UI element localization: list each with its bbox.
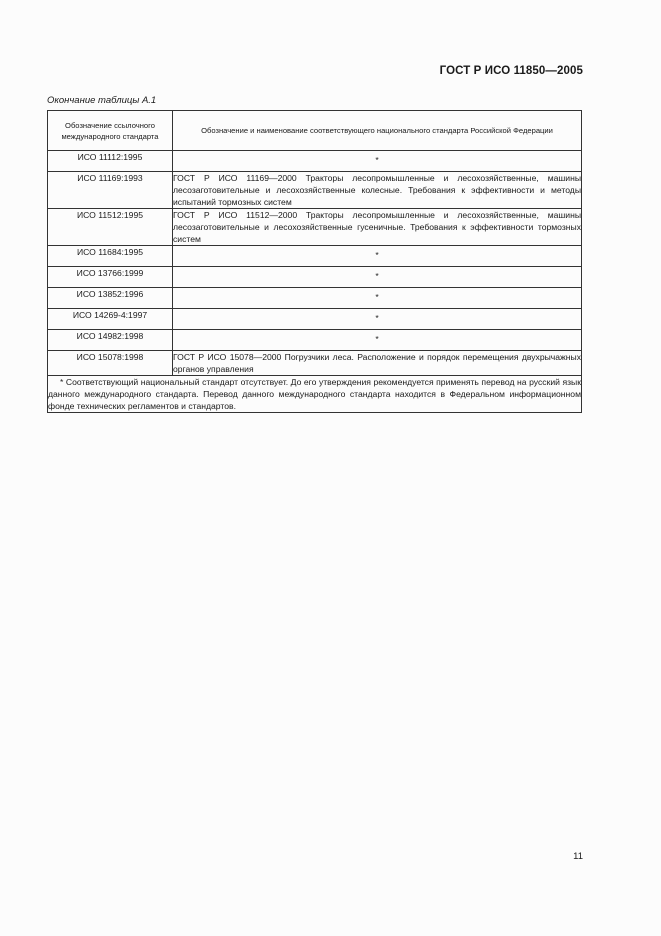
national-standard-cell: * bbox=[173, 309, 582, 330]
footnote-row bbox=[48, 376, 582, 413]
national-standard-cell: * bbox=[173, 151, 582, 172]
national-standard-cell: ГОСТ Р ИСО 15078—2000 Погрузчики леса. Расположение и порядок перемещения двухрычажных органов управления bbox=[173, 352, 581, 374]
intl-standard-cell: ИСО 13766:1999 bbox=[48, 267, 173, 288]
national-standard-cell: * bbox=[173, 267, 582, 288]
page-number: 11 bbox=[573, 851, 583, 862]
table-header-row bbox=[48, 111, 582, 151]
table-footnote: * Соответствующий национальный стандарт отсутствует. До его утверждения рекомендуется применять перевод на русский язык данного международного стандарта. Перевод данного международного стандарта находится в Федеральном информационном фонде технических регламентов и стандартов. bbox=[48, 377, 581, 411]
intl-standard-cell: ИСО 14982:1998 bbox=[48, 330, 173, 351]
table-caption: Окончание таблицы А.1 bbox=[47, 95, 157, 106]
national-standard-cell: * bbox=[173, 246, 582, 267]
intl-standard-cell: ИСО 11112:1995 bbox=[48, 151, 173, 172]
intl-standard-cell: ИСО 11684:1995 bbox=[48, 246, 173, 267]
table-row bbox=[48, 309, 582, 330]
document-code: ГОСТ Р ИСО 11850—2005 bbox=[439, 65, 583, 77]
intl-standard-cell: ИСО 15078:1998 bbox=[48, 351, 173, 376]
national-standard-cell: * bbox=[173, 288, 582, 309]
column-header-national: Обозначение и наименование соответствующего национального стандарта Российской Федерации bbox=[173, 111, 582, 151]
intl-standard-cell: ИСО 11169:1993 bbox=[48, 172, 173, 209]
table-row bbox=[48, 330, 582, 351]
intl-standard-cell: ИСО 11512:1995 bbox=[48, 209, 173, 246]
table-row bbox=[48, 172, 582, 209]
table-row bbox=[48, 209, 582, 246]
table-row bbox=[48, 351, 582, 376]
intl-standard-cell: ИСО 14269-4:1997 bbox=[48, 309, 173, 330]
column-header-international: Обозначение ссылочного международного стандарта bbox=[48, 111, 173, 151]
national-standard-cell: ГОСТ Р ИСО 11169—2000 Тракторы лесопромышленные и лесохозяйственные, машины лесозаготовительные и лесохозяйственные колесные. Требования к эффективности и методы испытаний тормозных систем bbox=[173, 173, 581, 207]
table-row bbox=[48, 288, 582, 309]
table-row bbox=[48, 151, 582, 172]
table-row bbox=[48, 267, 582, 288]
intl-standard-cell: ИСО 13852:1996 bbox=[48, 288, 173, 309]
national-standard-cell: ГОСТ Р ИСО 11512—2000 Тракторы лесопромышленные и лесохозяйственные, машины лесозаготовительные и лесохозяйственные гусеничные. Требования к эффективности тормозных систем bbox=[173, 210, 581, 244]
reference-standards-table bbox=[47, 110, 582, 413]
national-standard-cell: * bbox=[173, 330, 582, 351]
table-row bbox=[48, 246, 582, 267]
